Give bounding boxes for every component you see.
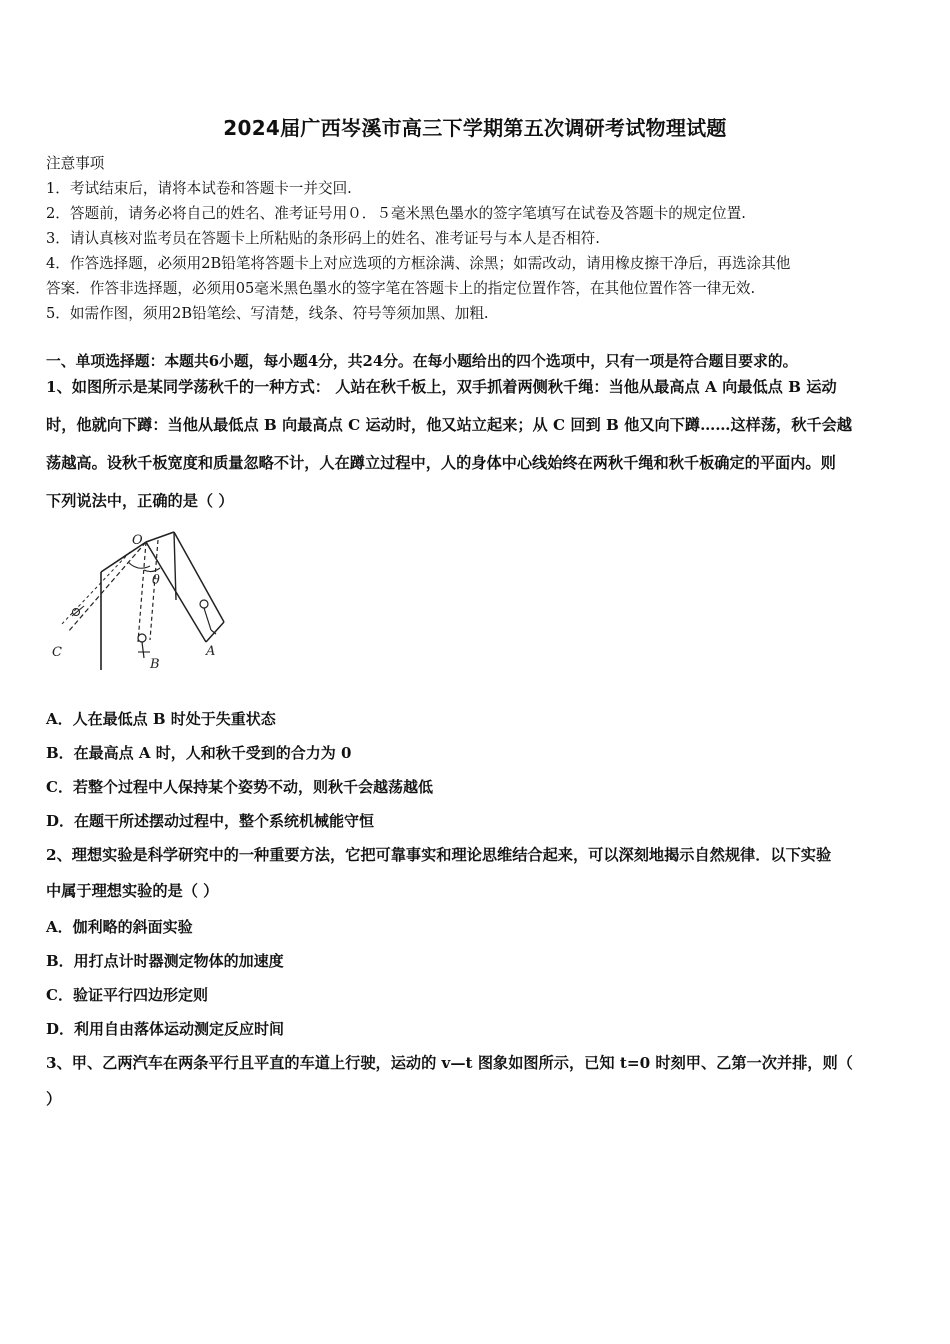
question-text-line: 荡越高。设秋千板宽度和质量忽略不计，人在蹲立过程中，人的身体中心线始终在两秋千绳和秋千板确定的平面内。则 bbox=[46, 454, 836, 472]
rope-to-a bbox=[146, 542, 206, 642]
notes-heading: 注意事项 bbox=[46, 155, 105, 172]
label-b: B bbox=[150, 657, 160, 672]
label-a: A bbox=[206, 644, 216, 659]
question-text-line: 时，他就向下蹲：当他从最低点 B 向最高点 C 运动时，他又站立起来；从 C 回到 B 他又向下蹲……这样荡，秋千会越 bbox=[46, 416, 852, 434]
section-heading: 一、单项选择题：本题共6小题，每小题4分，共24分。在每小题给出的四个选项中，只有一项是符合题目要求的。 bbox=[46, 353, 798, 370]
option-a: A．伽利略的斜面实验 bbox=[46, 918, 193, 936]
question-text-line: ） bbox=[46, 1090, 62, 1108]
note-item: 3．请认真核对监考员在答题卡上所粘贴的条形码上的姓名、准考证号与本人是否相符. bbox=[46, 230, 600, 247]
person-a-head bbox=[200, 600, 208, 608]
question-text-line: 1、如图所示是某同学荡秋千的一种方式： 人站在秋千板上，双手抓着两侧秋千绳：当他从最高点 A 向最低点 B 运动 bbox=[46, 378, 837, 396]
rope-to-c-back bbox=[60, 552, 130, 626]
option-a: A．人在最低点 B 时处于失重状态 bbox=[46, 710, 276, 728]
label-theta: θ bbox=[152, 573, 160, 588]
rope-to-c bbox=[68, 542, 146, 632]
question-text-line: 3、甲、乙两汽车在两条平行且平直的车道上行驶，运动的 v—t 图象如图所示，已知 t=0 时刻甲、乙第一次并排，则（ bbox=[46, 1054, 853, 1072]
option-c: C．若整个过程中人保持某个姿势不动，则秋千会越荡越低 bbox=[46, 778, 433, 796]
person-b-body bbox=[142, 642, 144, 658]
person-b-head bbox=[138, 634, 146, 642]
question-text-line: 中属于理想实验的是（ ） bbox=[46, 882, 219, 900]
question-text-line: 2、理想实验是科学研究中的一种重要方法，它把可靠事实和理论思维结合起来，可以深刻地揭示自然规律．以下实验 bbox=[46, 846, 832, 864]
note-item: 2．答题前，请务必将自己的姓名、准考证号用０．５毫米黑色墨水的签字笔填写在试卷及答题卡的规定位置. bbox=[46, 205, 746, 222]
swing-figure bbox=[46, 530, 236, 680]
note-item: 5．如需作图，须用2B铅笔绘、写清楚，线条、符号等须加黑、加粗. bbox=[46, 305, 489, 322]
angle-arc-theta bbox=[144, 568, 160, 572]
note-item: 答案．作答非选择题，必须用05毫米黑色墨水的签字笔在答题卡上的指定位置作答，在其他位置作答一律无效. bbox=[46, 280, 756, 297]
option-d: D．在题干所述摆动过程中，整个系统机械能守恒 bbox=[46, 812, 375, 830]
label-c: C bbox=[52, 645, 62, 660]
note-item: 4．作答选择题，必须用2B铅笔将答题卡上对应选项的方框涂满、涂黑；如需改动，请用橡皮擦干净后，再选涂其他 bbox=[46, 255, 791, 272]
option-c: C．验证平行四边形定则 bbox=[46, 986, 208, 1004]
page-title: 2024届广西岑溪市高三下学期第五次调研考试物理试题 bbox=[223, 116, 727, 140]
angle-arc bbox=[128, 562, 150, 568]
option-b: B．用打点计时器测定物体的加速度 bbox=[46, 952, 284, 970]
rope-to-b bbox=[138, 542, 146, 642]
option-b: B．在最高点 A 时，人和秋千受到的合力为 0 bbox=[46, 744, 352, 762]
option-d: D．利用自由落体运动测定反应时间 bbox=[46, 1020, 285, 1038]
question-text-line: 下列说法中，正确的是（ ） bbox=[46, 492, 234, 510]
label-o: O bbox=[132, 533, 143, 548]
frame-top-right bbox=[146, 532, 174, 542]
rope-to-a-back bbox=[174, 532, 224, 622]
person-a-body bbox=[204, 608, 211, 630]
note-item: 1．考试结束后，请将本试卷和答题卡一并交回. bbox=[46, 180, 352, 197]
board-a bbox=[206, 622, 224, 642]
